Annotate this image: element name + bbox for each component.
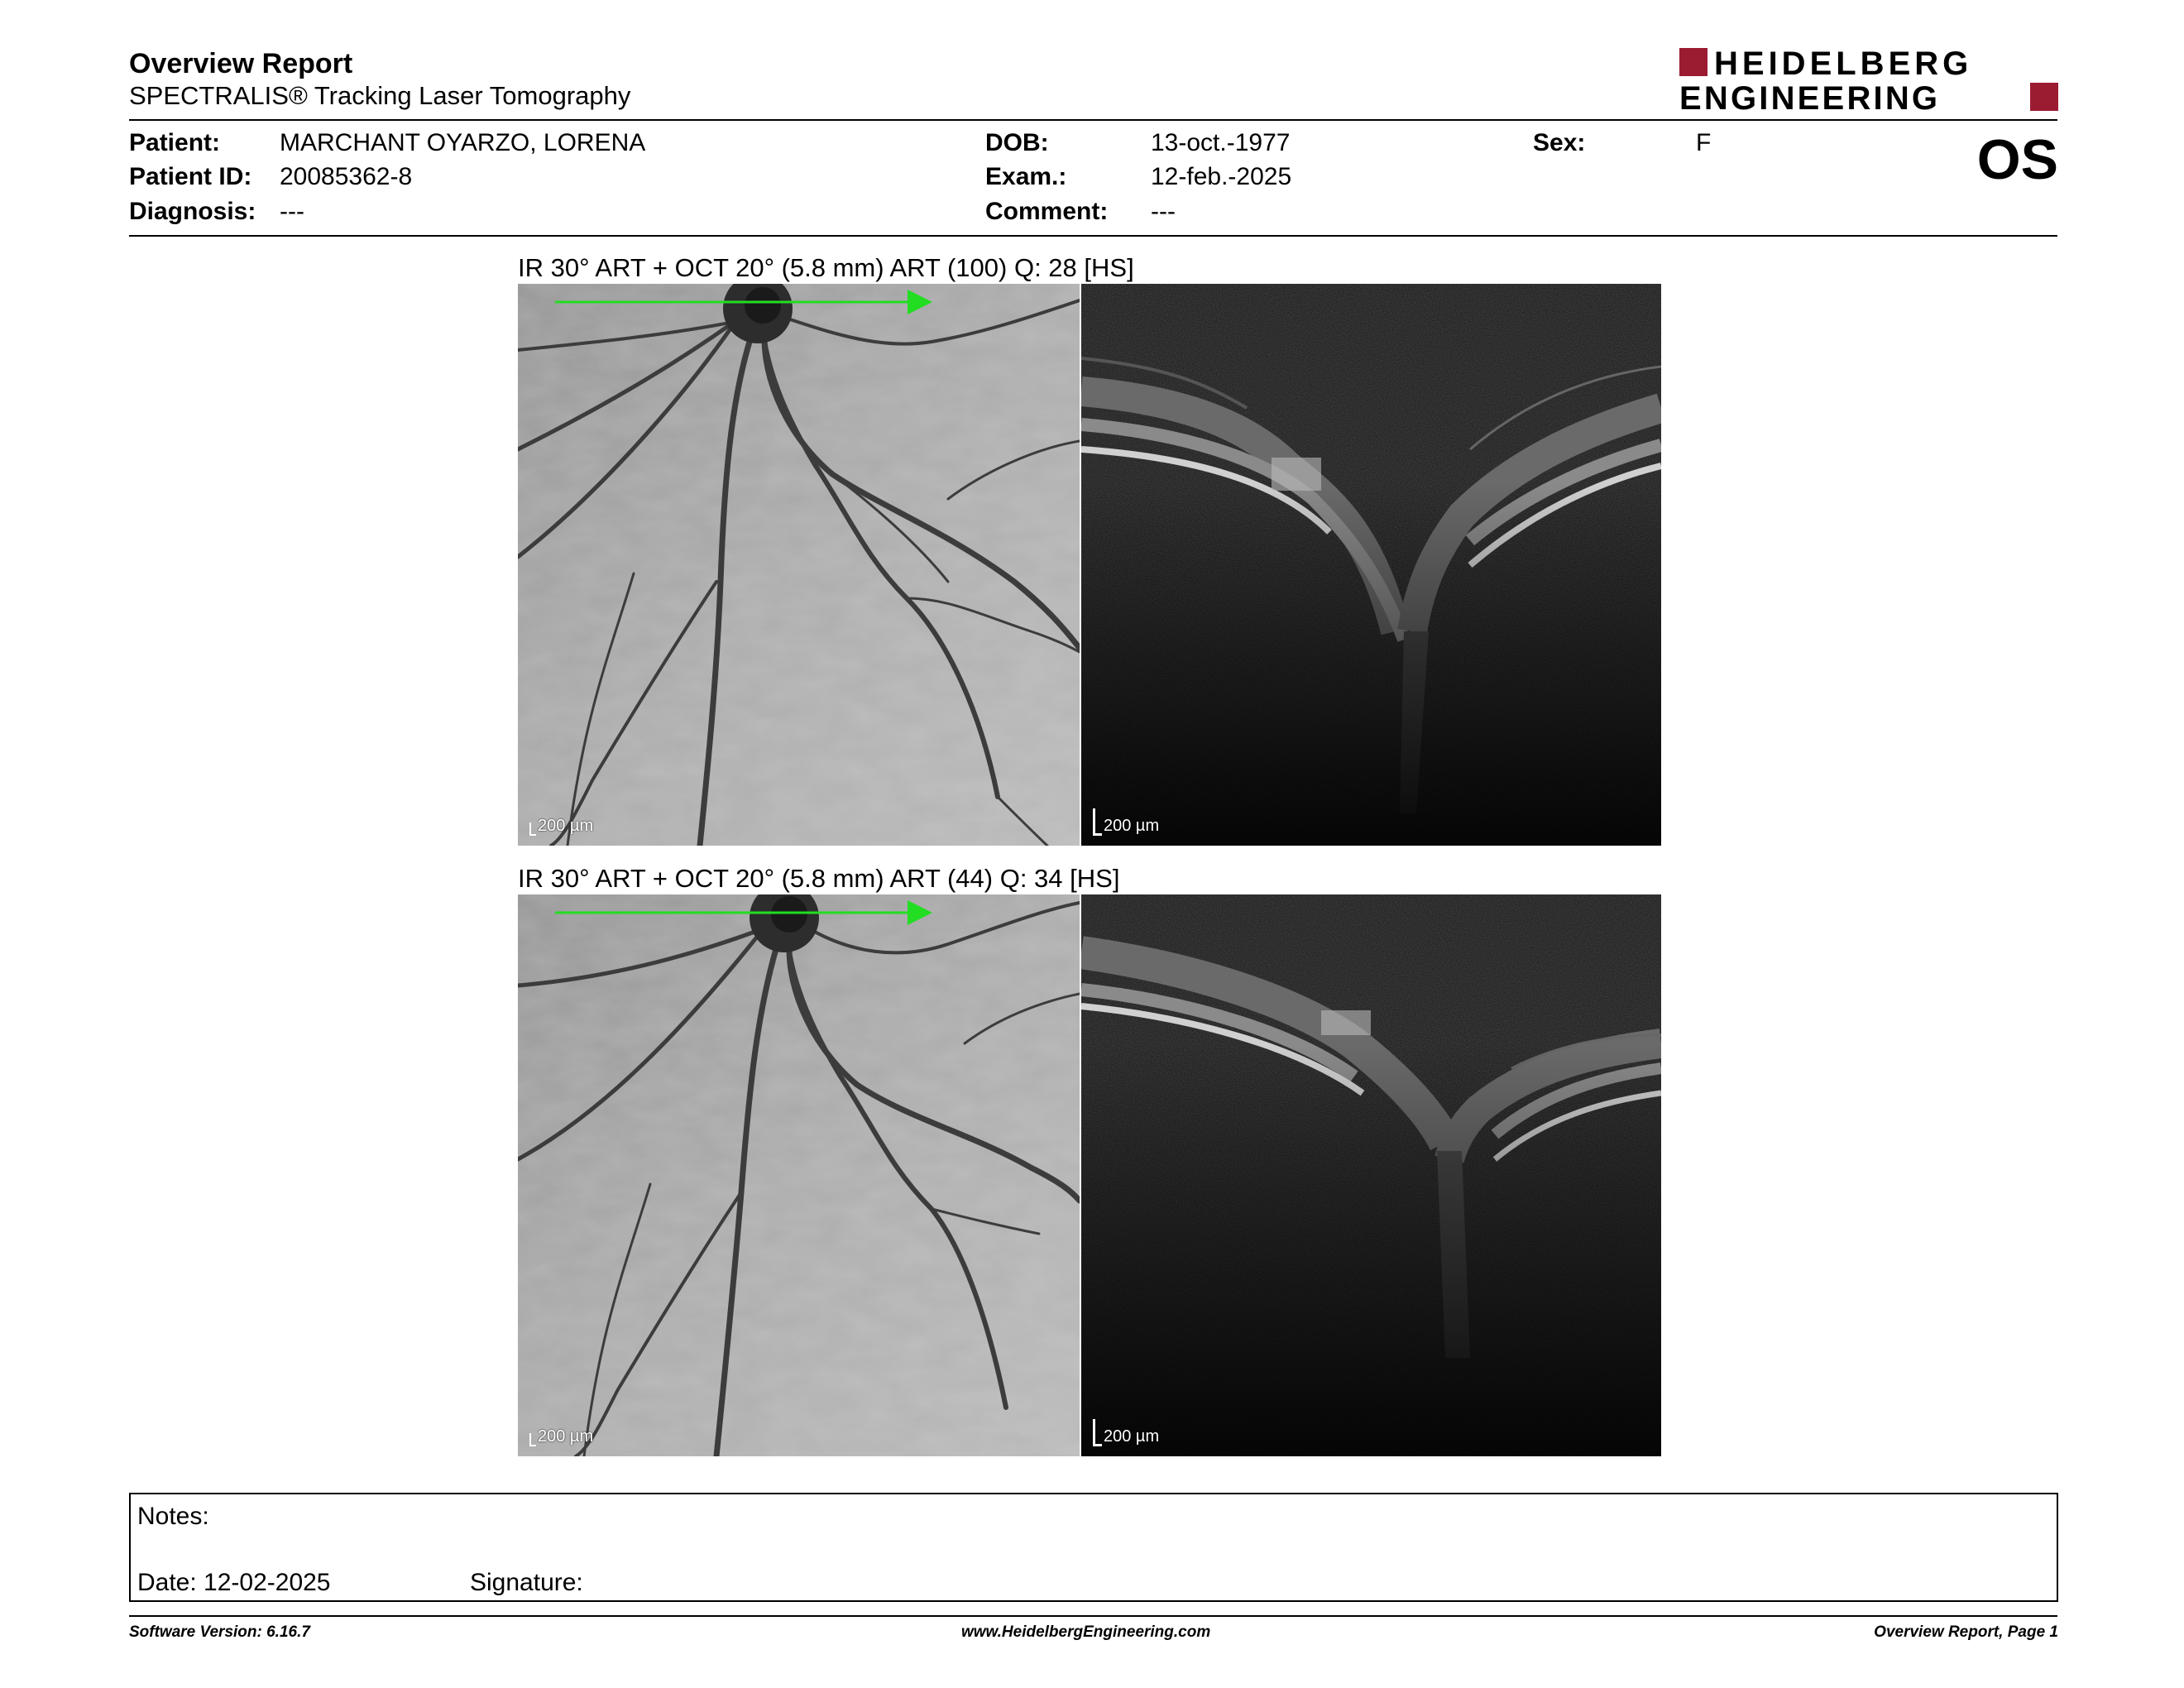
website-link[interactable]: www.HeidelbergEngineering.com — [961, 1623, 1211, 1641]
signature-label: Signature: — [470, 1569, 583, 1596]
header-divider — [129, 119, 2057, 121]
scan-2-title: IR 30° ART + OCT 20° (5.8 mm) ART (44) Q: 34 [HS] — [518, 864, 1120, 893]
scan-1-oct-bscan-image[interactable] — [1081, 284, 1661, 846]
scan-2-ir-scalebar: 200 µm — [529, 1427, 593, 1446]
dob-label: DOB: — [985, 129, 1049, 156]
exam-label: Exam.: — [985, 163, 1067, 190]
logo-line2: ENGINEERING — [1679, 80, 1941, 114]
comment-label: Comment: — [985, 198, 1109, 225]
comment-value: --- — [1151, 198, 1176, 225]
scan-2-oct-bscan-image[interactable] — [1081, 894, 1661, 1456]
scan-1-oct-scalebar: 200 µm — [1093, 808, 1159, 836]
patient-id-value: 20085362-8 — [280, 163, 413, 190]
page-number: Overview Report, Page 1 — [1874, 1623, 2058, 1641]
eye-laterality: OS — [1976, 128, 2058, 191]
logo-line1: HEIDELBERG — [1714, 46, 1973, 82]
notes-label: Notes: — [137, 1503, 209, 1530]
patient-id-label: Patient ID: — [129, 163, 252, 190]
scan-1-title: IR 30° ART + OCT 20° (5.8 mm) ART (100) Q: 28 [HS] — [518, 253, 1134, 282]
footer-divider — [129, 1615, 2057, 1617]
diagnosis-value: --- — [280, 198, 304, 225]
scan-2-oct-scalebar: 200 µm — [1093, 1419, 1159, 1446]
patient-divider — [129, 235, 2057, 237]
sex-value: F — [1696, 129, 1712, 156]
software-version: Software Version: 6.16.7 — [129, 1623, 310, 1641]
scan-2-ir-fundus-image[interactable] — [518, 894, 1080, 1456]
dob-value: 13-oct.-1977 — [1151, 129, 1291, 156]
date-label: Date: 12-02-2025 — [137, 1569, 331, 1596]
heidelberg-logo — [1679, 46, 2058, 114]
report-title: Overview Report — [129, 48, 353, 79]
sex-label: Sex: — [1533, 129, 1586, 156]
scan-1-ir-scalebar: 200 µm — [529, 817, 593, 836]
patient-label: Patient: — [129, 129, 221, 156]
notes-box[interactable] — [129, 1493, 2058, 1602]
scan-1-ir-fundus-image[interactable] — [518, 284, 1080, 846]
diagnosis-label: Diagnosis: — [129, 198, 256, 225]
patient-value: MARCHANT OYARZO, LORENA — [280, 129, 646, 156]
exam-value: 12-feb.-2025 — [1151, 163, 1292, 190]
report-subtitle: SPECTRALIS® Tracking Laser Tomography — [129, 81, 631, 110]
